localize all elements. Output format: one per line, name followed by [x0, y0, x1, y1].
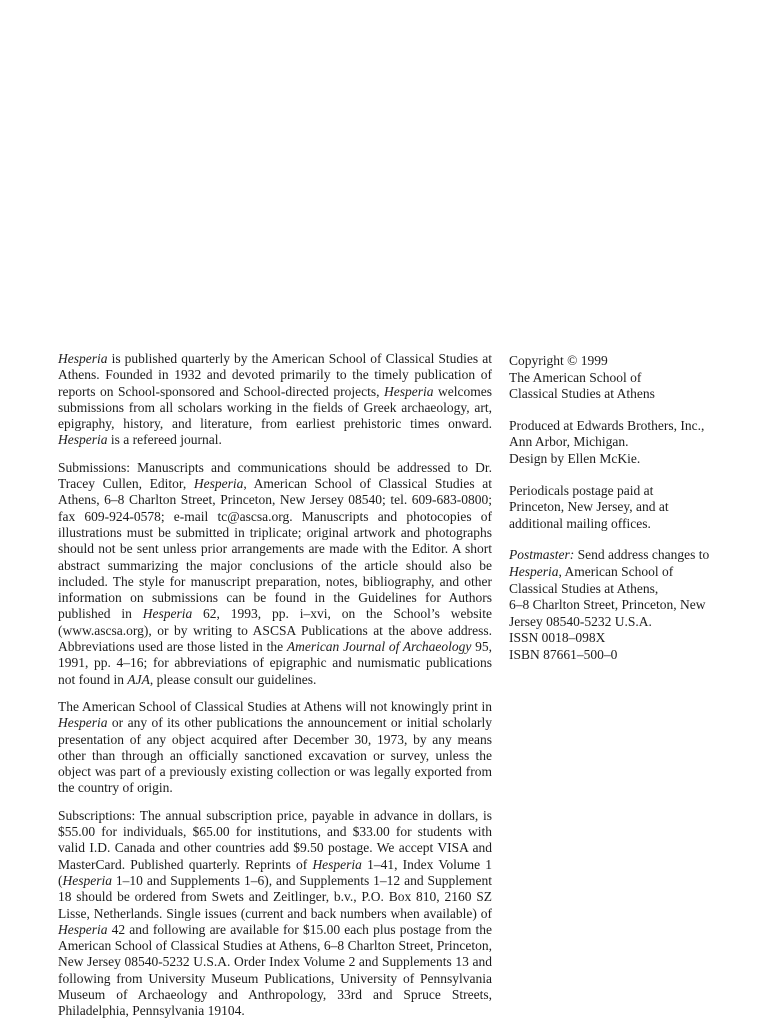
- production-block: Produced at Edwards Brothers, Inc., Ann Arbor, Michigan. Design by Ellen McKie.: [509, 417, 705, 466]
- postmaster-block: Postmaster: Send address changes to Hesperia, American School of Classical Studies at Athens, 6–8 Charlton Street, Princeton, New Jersey 08540-5232 U.S.A. ISSN 0018–098X ISBN 87661–500–0: [509, 547, 710, 662]
- paragraph-submissions: Submissions: Manuscripts and communications should be addressed to Dr. Tracey Cullen, Editor, Hesperia, American School of Classical Studies at Athens, 6–8 Charlton Street, Princeton, New Jersey 08540; tel. 609-683-0800; fax 609-924-0578; e-mail tc@ascsa.org. Manuscripts and photocopies of illustrations must be submitted in triplicate; original artwork and photographs should not be sent unless prior arrangements are made with the Editor. A short abstract summarizing the major conclusions of the article should also be included. The style for manuscript preparation, notes, bibliography, and other information on submissions can be found in the Guidelines for Authors published in Hesperia 62, 1993, pp. i–xvi, on the School’s website (www.ascsa.org), or by writing to ASCSA Publications at the above address. Abbreviations used are those listed in the American Journal of Archaeology 95, 1991, pp. 4–16; for abbreviations of epigraphic and numismatic publications not found in AJA, please consult our guidelines.: [58, 459, 493, 687]
- postage-block: Periodicals postage paid at Princeton, New Jersey, and at additional mailing offices.: [509, 482, 669, 531]
- imprint-column: [509, 353, 727, 679]
- paragraph-ethics-policy: The American School of Classical Studies at Athens will not knowingly print in Hesperia or any of its other publications the announcement or initial scholarly presentation of any object acquired after December 30, 1973, by any means other than through an officially sanctioned excavation or survey, unless the object was part of a previously existing collection or was legally exported from the country of origin.: [58, 698, 492, 796]
- publication-info-column: [58, 351, 492, 1031]
- paragraph-journal-description: Hesperia is published quarterly by the American School of Classical Studies at Athens. Founded in 1932 and devoted primarily to the timely publication of reports on School-sponsored and School-directed projects, Hesperia welcomes submissions from all scholars working in the fields of Greek archaeology, art, epigraphy, history, and literature, from earliest prehistoric times onward. Hesperia is a refereed journal.: [58, 351, 492, 448]
- paragraph-subscriptions: Subscriptions: The annual subscription price, payable in advance in dollars, is $55.00 for individuals, $65.00 for institutions, and $33.00 for students with valid I.D. Canada and other countries add $9.50 postage. We accept VISA and MasterCard. Published quarterly. Reprints of Hesperia 1–41, Index Volume 1 (Hesperia 1–10 and Supplements 1–6), and Supplements 1–12 and Supplement 18 should be ordered from Swets and Zeitlinger, b.v., P.O. Box 810, 2160 SZ Lisse, Netherlands. Single issues (current and back numbers when available) of Hesperia 42 and following are available for $15.00 each plus postage from the American School of Classical Studies at Athens, 6–8 Charlton Street, Princeton, New Jersey 08540-5232 U.S.A. Order Index Volume 2 and Supplements 13 and following from University Museum Publications, University of Pennsylvania Museum of Archaeology and Anthropology, 33rd and Spruce Streets, Philadelphia, Pennsylvania 19104.: [58, 807, 492, 1019]
- copyright-block: Copyright © 1999 The American School of Classical Studies at Athens: [509, 353, 655, 402]
